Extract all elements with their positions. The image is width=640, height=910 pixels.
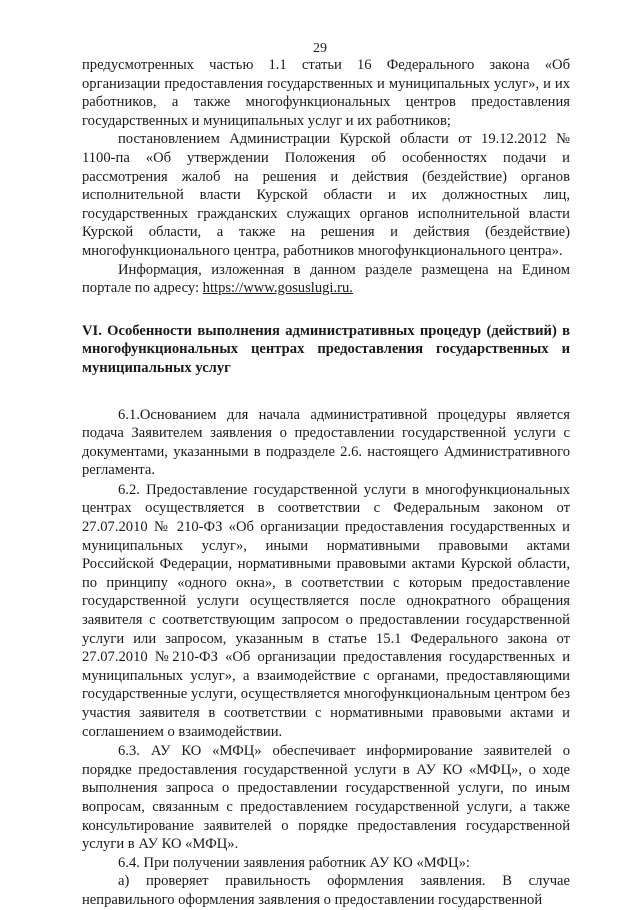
paragraph-portal-info xyxy=(82,261,570,298)
paragraph-resolution: постановлением Администрации Курской области от 19.12.2012 № 1100-па «Об утверждении Положения об особенностях подачи и рассмотрения жалоб на решения и действия (бездействие) органов исполнительной власти Курской области и их должностных лиц, государственных гражданских служащих органов исполнительной власти Курской области, а также на решения и действия (бездействие) многофункционального центра, работников многофункционального центра». xyxy=(82,131,570,259)
page-content xyxy=(82,56,570,910)
paragraph-6-2: 6.2. Предоставление государственной услуги в многофункциональных центрах осуществляется в соответствии с Федеральным законом от 27.07.2010 № 210-ФЗ «Об организации предоставления государственных и муниципальных услуг», иными нормативными правовыми актами Российской Федерации, нормативными правовыми актами Курской области, по принципу «одного окна», в соответствии с которым предоставление государственной услуги осуществляется после однократного обращения заявителя с соответствующим запросом о предоставлении государственной услуги или запросом, указанным в статье 15.1 Федерального закона от 27.07.2010 №210-ФЗ «Об организации предоставления государственных и муниципальных услуг», а взаимодействие с органами, предоставляющими государственные услуги, осуществляется многофункциональным центром без участия заявителя в соответствии с нормативными правовыми актами и соглашением о взаимодействии. xyxy=(82,481,570,740)
paragraph-6-4-a: а) проверяет правильность оформления заявления. В случае неправильного оформления заявления о предоставлении государственной xyxy=(82,873,570,908)
paragraph-continuation: предусмотренных частью 1.1 статьи 16 Федерального закона «Об организации предоставления государственных и муниципальных услуг», и их работников, а также многофункциональных центров предоставления государственных и муниципальных услуг и их работников; xyxy=(82,57,570,129)
portal-link[interactable]: https://www.gosuslugi.ru. xyxy=(202,280,353,297)
portal-info-text: Информация, изложенная в данном разделе размещена на Едином портале по адресу: xyxy=(82,261,570,297)
paragraph-6-1: 6.1.Основанием для начала административной процедуры является подача Заявителем заявления о предоставлении государственной услуги с документами, указанными в подразделе 2.6. настоящего Административного регламента. xyxy=(82,406,570,479)
paragraph-6-4: 6.4. При получении заявления работник АУ КО «МФЦ»: xyxy=(118,854,470,871)
paragraph-6-3: 6.3. АУ КО «МФЦ» обеспечивает информирование заявителей о порядке предоставления государственной услуги в АУ КО «МФЦ», о ходе выполнения запроса о предоставлении государственной услуги, по иным вопросам, связанным с предоставлением государственной услуги, а также консультирование заявителей о порядке предоставления государственной услуги в АУ КО «МФЦ». xyxy=(82,743,570,853)
page-number: 29 xyxy=(313,41,327,56)
section-heading: VI. Особенности выполнения административных процедур (действий) в многофункциональных центрах предоставления государственных и муниципальных услуг xyxy=(82,322,570,376)
